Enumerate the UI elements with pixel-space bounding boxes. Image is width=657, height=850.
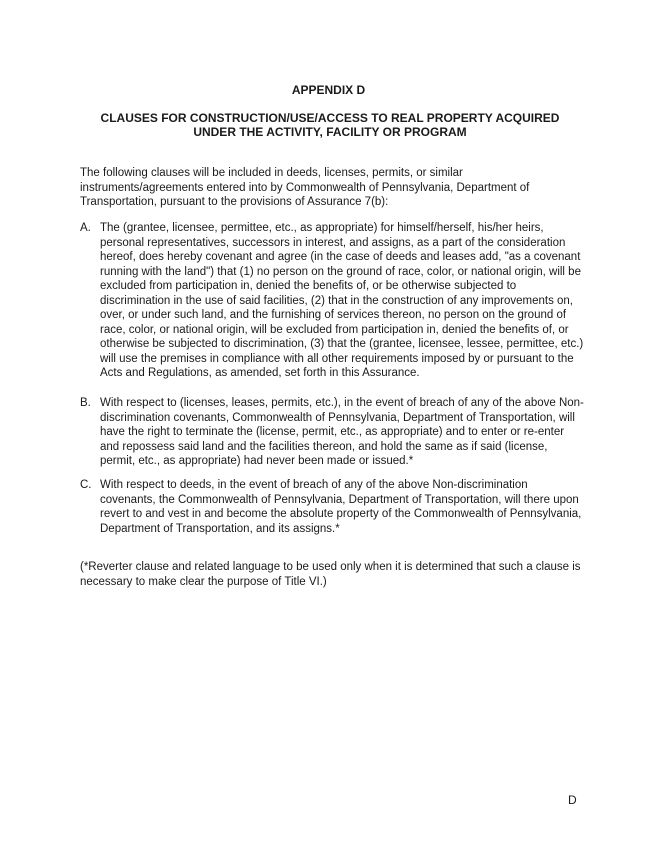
footnote: (*Reverter clause and related language to be used only when it is determined that such a clause is necessary to make clear the purpose of Title VI.) <box>80 561 581 588</box>
intro-paragraph: The following clauses will be included in deeds, licenses, permits, or similar instruments/agreements entered into by Commonwealth of Pennsylvania, Department of Transportation, pursuant to the provisions of Assurance 7(b): <box>80 167 530 208</box>
clause-a <box>80 221 585 381</box>
clause-c <box>80 478 585 536</box>
appendix-title: APPENDIX D <box>291 83 366 97</box>
clause-letter: A. <box>80 222 91 234</box>
page-letter: D <box>568 793 577 807</box>
clause-text: With respect to (licenses, leases, permits, etc.), in the event of breach of any of the above Non-discrimination covenants, Commonwealth of Pennsylvania, Department of Transportation, will have the right to terminate the (license, permit, etc., as appropriate) and to enter or re-enter and repossess said land and the facilities thereon, and hold the same as if said (license, permit, etc., as appropriate) had never been made or issued.* <box>100 397 584 467</box>
clauses-title: CLAUSES FOR CONSTRUCTION/USE/ACCESS TO REAL PROPERTY ACQUIRED UNDER THE ACTIVITY, FACILITY OR PROGRAM <box>100 111 560 139</box>
clause-text: With respect to deeds, in the event of breach of any of the above Non-discrimination covenants, the Commonwealth of Pennsylvania, Department of Transportation, will there upon revert to and vest in and become the absolute property of the Commonwealth of Pennsylvania, Department of Transportation, and its assigns.* <box>100 479 582 535</box>
clause-b <box>80 396 585 469</box>
clause-text: The (grantee, licensee, permittee, etc., as appropriate) for himself/herself, his/her heirs, personal representatives, successors in interest, and assigns, as a part of the consideration hereof, does hereby covenant and agree (in the case of deeds and leases add, "as a covenant running with the land") that (1) no person on the ground of race, color, or national origin, will be excluded from participation in, denied the benefits of, or be otherwise subjected to discrimination in the use of said facilities, (2) that in the construction of any improvements on, over, or under such land, and the furnishing of services thereon, no person on the ground of race, color, or national origin, will be excluded from participation in, denied the benefits of, or otherwise be subjected to discrimination, (3) that the (grantee, licensee, lessee, permittee, etc.) will use the premises in compliance with all other requirements imposed by or pursuant to the Acts and Regulations, as amended, set forth in this Assurance. <box>100 222 584 379</box>
clause-letter: C. <box>80 479 92 491</box>
clause-letter: B. <box>80 397 91 409</box>
